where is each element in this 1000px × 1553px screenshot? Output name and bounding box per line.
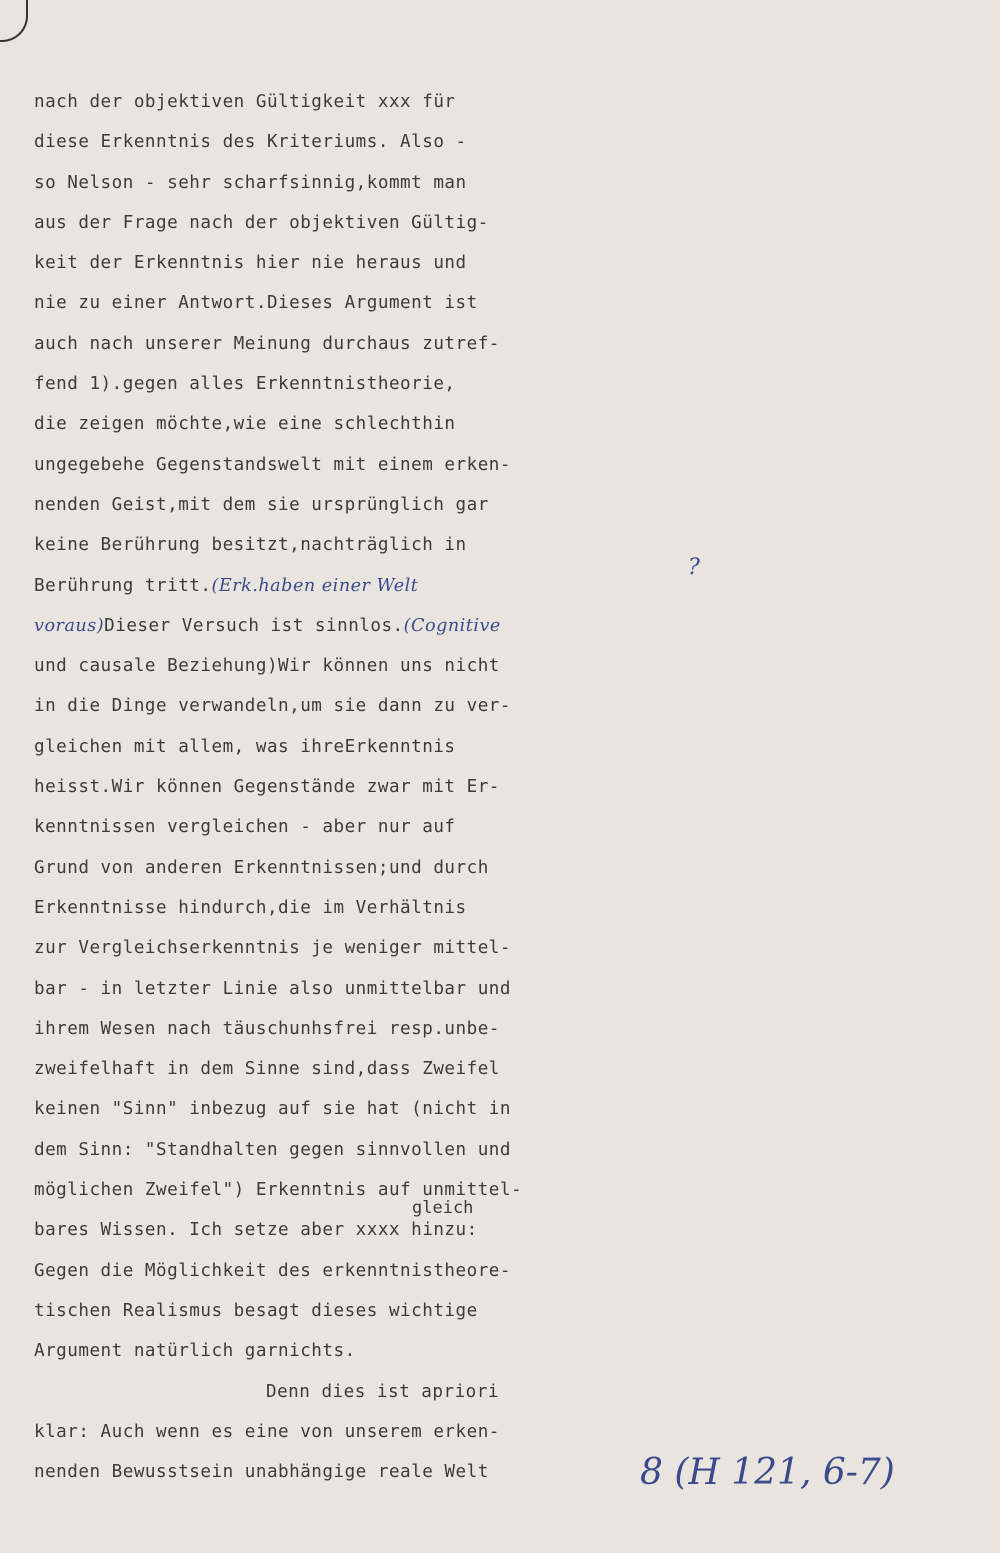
text-line: zweifelhaft in dem Sinne sind,dass Zweifel: [34, 1059, 500, 1080]
text-line: tischen Realismus besagt dieses wichtige: [34, 1300, 478, 1321]
text-line: zur Vergleichserkenntnis je weniger mittel-: [34, 938, 511, 959]
text-line: nenden Geist,mit dem sie ursprünglich gar: [34, 494, 489, 515]
page-corner-mark: [0, 0, 28, 42]
text-line: Grund von anderen Erkenntnissen;und durch: [34, 857, 489, 878]
text-line: heisst.Wir können Gegenstände zwar mit Er-: [34, 777, 500, 798]
handwritten-insert: (Cognitive: [403, 615, 501, 636]
text-line: nenden Bewusstsein unabhängige reale Welt: [34, 1462, 489, 1483]
text-line: gleichen mit allem, was ihreErkenntnis: [34, 736, 456, 757]
text-line: keit der Erkenntnis hier nie heraus und: [34, 253, 467, 274]
text-line: keinen "Sinn" inbezug auf sie hat (nicht in: [34, 1099, 511, 1120]
text-line: bares Wissen. Ich setze aber xxxx hinzu:: [34, 1220, 478, 1241]
text-line: Gegen die Möglichkeit des erkenntnistheore-: [34, 1260, 511, 1281]
text-line: klar: Auch wenn es eine von unserem erken-: [34, 1421, 500, 1442]
text-line: so Nelson - sehr scharfsinnig,kommt man: [34, 172, 467, 193]
text-line: diese Erkenntnis des Kriteriums. Also -: [34, 132, 467, 153]
text-line: keine Berührung besitzt,nachträglich in: [34, 535, 467, 556]
text-line-with-insert: [34, 606, 624, 646]
text-segment: Dieser Versuch ist sinnlos.: [104, 615, 404, 636]
text-line-indented: Denn dies ist apriori: [266, 1381, 499, 1402]
handwritten-insert: voraus): [34, 615, 105, 636]
text-line: nach der objektiven Gültigkeit xxx für: [34, 92, 456, 112]
text-line: ungegebehe Gegenstandswelt mit einem erken-: [34, 454, 511, 475]
text-line: möglichen Zweifel") Erkenntnis auf unmittel-: [34, 1180, 523, 1201]
text-segment: Berührung tritt.: [34, 575, 212, 596]
text-line: Erkenntnisse hindurch,die im Verhältnis: [34, 897, 467, 918]
text-line: Argument natürlich garnichts.: [34, 1341, 356, 1362]
handwritten-insert: (Erk.haben einer Welt: [211, 575, 419, 596]
text-line: auch nach unserer Meinung durchaus zutref-: [34, 333, 500, 354]
typed-insert-above: gleich: [412, 1198, 474, 1218]
archive-reference: 8 (H 121, 6-7): [640, 1452, 895, 1493]
text-line: nie zu einer Antwort.Dieses Argument ist: [34, 293, 478, 314]
margin-question-mark: ?: [688, 555, 700, 580]
text-line: kenntnissen vergleichen - aber nur auf: [34, 817, 456, 838]
text-line: und causale Beziehung)Wir können uns nicht: [34, 656, 500, 677]
text-line: ihrem Wesen nach täuschunhsfrei resp.unbe-: [34, 1018, 500, 1039]
text-line: aus der Frage nach der objektiven Gültig-: [34, 212, 489, 233]
text-line-with-insert: [34, 566, 624, 606]
text-line: fend 1).gegen alles Erkenntnistheorie,: [34, 374, 456, 395]
text-line: die zeigen möchte,wie eine schlechthin: [34, 414, 456, 435]
text-line: dem Sinn: "Standhalten gegen sinnvollen und: [34, 1139, 511, 1160]
text-line: in die Dinge verwandeln,um sie dann zu ver-: [34, 696, 511, 717]
text-line: bar - in letzter Linie also unmittelbar und: [34, 978, 511, 999]
typescript-text: [34, 82, 624, 1492]
